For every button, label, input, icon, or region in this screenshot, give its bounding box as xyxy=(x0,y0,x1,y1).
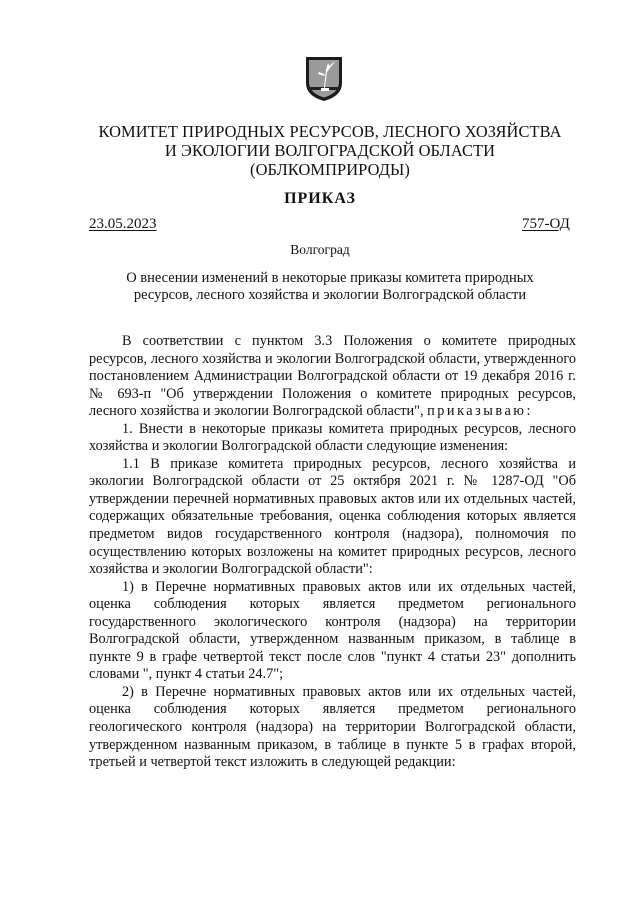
org-line: КОМИТЕТ ПРИРОДНЫХ РЕСУРСОВ, ЛЕСНОГО ХОЗЯЙСТВА xyxy=(98,122,562,141)
clause-paragraph: 1. Внести в некоторые приказы комитета природных ресурсов, лесного хозяйства и экологии Волгоградской области следующие изменения: xyxy=(89,420,576,455)
preamble-paragraph xyxy=(89,333,576,421)
order-word: приказываю xyxy=(427,403,527,420)
clause-paragraph: 1) в Перечне нормативных правовых актов или их отдельных частей, оценка соблюдения которых является предметом регионального государственного экологического контроля (надзора) на территории Волгоградской области, утвержденном названным приказом, в таблице в пункте 9 в графе четвертой текст после слов "пункт 4 статьи 23" дополнить словами ", пункт 4 статьи 24.7"; xyxy=(89,578,576,683)
subject-line: ресурсов, лесного хозяйства и экологии Волгоградской области xyxy=(133,286,527,303)
document-date: 23.05.2023 xyxy=(89,216,157,232)
clause-paragraph: 1.1 В приказе комитета природных ресурсов, лесного хозяйства и экологии Волгоградской области от 25 октября 2021 г. № 1287-ОД "Об утверждении перечней нормативных правовых актов или их отдельных частей, содержащих обязательные требования, оценка соблюдения которых является предметом видов государственного контроля (надзора), полномочия по осуществлению которых возложены на комитет природных ресурсов, лесного хозяйства и экологии Волгоградской области": xyxy=(89,455,576,578)
document-subject xyxy=(90,270,570,303)
document-body xyxy=(89,333,576,772)
clause-paragraph: 2) в Перечне нормативных правовых актов или их отдельных частей, оценка соблюдения которых является предметом регионального геологического контроля (надзора) на территории Волгоградской области, утвержденном названным приказом, в таблице в пункте 5 в графах второй, третьей и четвертой текст изложить в следующей редакции: xyxy=(89,683,576,771)
document-number: 757-ОД xyxy=(522,216,570,232)
subject-line: О внесении изменений в некоторые приказы комитета природных xyxy=(126,270,534,286)
document-city: Волгоград xyxy=(290,242,350,257)
document-type: ПРИКАЗ xyxy=(284,190,356,207)
preamble-text: В соответствии с пунктом 3.3 Положения о комитете природных ресурсов, лесного хозяйства и экологии Волгоградской области, утвержденного постановлением Администрации Волгоградской области от 19 декабря 2016 г. № 693-п "Об утверждении Положения о комитете природных ресурсов, лесного хозяйства и экологии Волгоградской области", xyxy=(89,333,576,420)
organization-name xyxy=(80,122,580,179)
volgograd-coat-of-arms-icon xyxy=(305,56,343,102)
org-line: И ЭКОЛОГИИ ВОЛГОГРАДСКОЙ ОБЛАСТИ xyxy=(164,141,496,160)
preamble-end: : xyxy=(526,403,531,420)
org-line: (ОБЛКОМПРИРОДЫ) xyxy=(250,160,410,179)
